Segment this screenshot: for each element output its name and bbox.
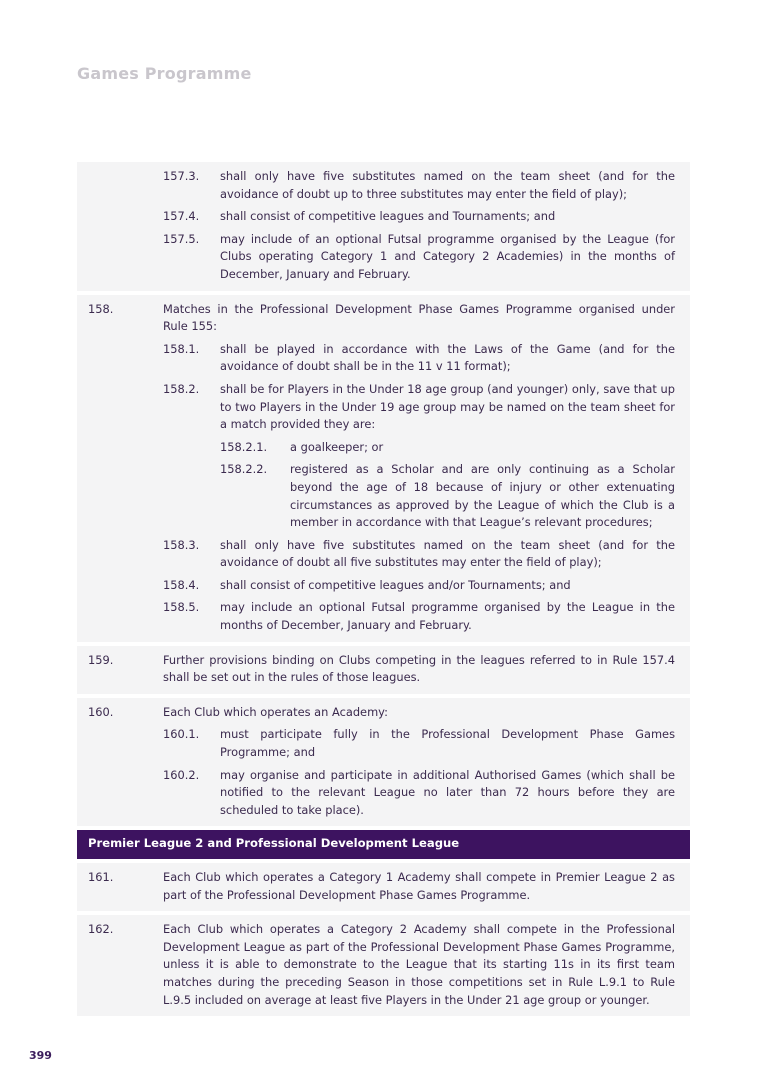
clause-157-4 xyxy=(163,208,675,226)
rule-157-continued xyxy=(77,162,690,291)
rule-text: Further provisions binding on Clubs competing in the leagues referred to in Rule 157.4 shall be set out in the rules of those leagues. xyxy=(163,652,675,685)
clause-text: may include of an optional Futsal programme organised by the League (for Clubs operating Category 1 and Category 2 Academies) in the months of December, January and February. xyxy=(220,231,675,281)
subclause-text: a goalkeeper; or xyxy=(290,439,384,454)
rules-content xyxy=(77,162,690,1020)
rule-number: 161. xyxy=(88,870,114,884)
clause-number: 158.2. xyxy=(163,381,200,396)
clause-number: 157.5. xyxy=(163,231,200,246)
clause-158-2-1 xyxy=(220,439,675,457)
page-number: 399 xyxy=(29,1049,52,1062)
clause-text: shall be for Players in the Under 18 age group (and younger) only, save that up to two Players in the Under 19 age group may be named on the team sheet for a match provided they are: xyxy=(220,381,675,432)
subclause-number: 158.2.1. xyxy=(220,439,268,454)
clause-158-4 xyxy=(163,577,675,595)
clause-text: shall be played in accordance with the Laws of the Game (and for the avoidance of doubt shall be in the 11 v 11 format); xyxy=(220,341,675,374)
rule-160 xyxy=(77,698,690,827)
rule-159 xyxy=(77,646,690,694)
clause-number: 160.2. xyxy=(163,767,200,782)
clause-157-3 xyxy=(163,168,675,203)
clause-number: 157.3. xyxy=(163,169,200,183)
clause-text: must participate fully in the Professional Development Phase Games Programme; and xyxy=(220,727,675,760)
clause-text: shall only have five substitutes named on the team sheet (and for the avoidance of doubt all five substitutes may enter the field of play); xyxy=(220,537,675,570)
clause-158-2 xyxy=(163,381,675,532)
clause-text: shall consist of competitive leagues and Tournaments; and xyxy=(220,209,556,224)
clause-text: may organise and participate in additional Authorised Games (which shall be notified to the relevant League no later than 72 hours before they are scheduled to take place). xyxy=(220,767,675,817)
clause-158-5 xyxy=(163,599,675,634)
clause-text-group xyxy=(220,381,675,532)
clause-number: 158.1. xyxy=(163,341,200,356)
clause-158-3 xyxy=(163,537,675,572)
running-header: Games Programme xyxy=(77,64,252,83)
clause-number: 158.5. xyxy=(163,600,200,615)
rule-number: 160. xyxy=(88,704,114,719)
rule-intro: Matches in the Professional Development Phase Games Programme organised under Rule 155: xyxy=(163,301,675,334)
clause-text: may include an optional Futsal programme organised by the League in the months of December, January and February. xyxy=(220,600,675,633)
clause-number: 158.3. xyxy=(163,537,200,552)
clause-158-2-2 xyxy=(220,461,675,531)
rule-number: 158. xyxy=(88,301,114,316)
rule-158 xyxy=(77,295,690,642)
subclause-text: registered as a Scholar and are only continuing as a Scholar beyond the age of 18 because of injury or other extenuating circumstances as approved by the League of which the Club is a member in accordance with that League’s relevant procedures; xyxy=(290,462,675,530)
subclause-number: 158.2.2. xyxy=(220,462,268,477)
rule-162 xyxy=(77,915,690,1016)
rule-intro: Each Club which operates an Academy: xyxy=(163,704,388,719)
clause-160-2 xyxy=(163,767,675,820)
rule-text: Each Club which operates a Category 1 Academy shall compete in Premier League 2 as part of the Professional Development Phase Games Programme. xyxy=(163,870,675,902)
section-heading: Premier League 2 and Professional Development League xyxy=(77,830,690,859)
rule-text: Each Club which operates a Category 2 Academy shall compete in the Professional Development League as part of the Professional Development Phase Games Programme, unless it is able to demonstrate to the League that its starting 11s in its first team matches during the preceding Season in those competitions set in Rule L.9.1 to Rule L.9.5 included on average at least five Players in the Under 21 age group or younger. xyxy=(163,922,675,1007)
clause-text: shall consist of competitive leagues and/or Tournaments; and xyxy=(220,577,571,592)
clause-157-5 xyxy=(163,231,675,284)
clause-number: 158.4. xyxy=(163,577,200,592)
clause-number: 157.4. xyxy=(163,209,200,224)
clause-text: shall only have five substitutes named on the team sheet (and for the avoidance of doubt up to three substitutes may enter the field of play); xyxy=(220,169,675,201)
rule-number: 159. xyxy=(88,652,114,667)
clause-160-1 xyxy=(163,726,675,761)
clause-number: 160.1. xyxy=(163,727,200,742)
rule-number: 162. xyxy=(88,922,114,937)
clause-158-1 xyxy=(163,341,675,376)
rule-161 xyxy=(77,863,690,911)
